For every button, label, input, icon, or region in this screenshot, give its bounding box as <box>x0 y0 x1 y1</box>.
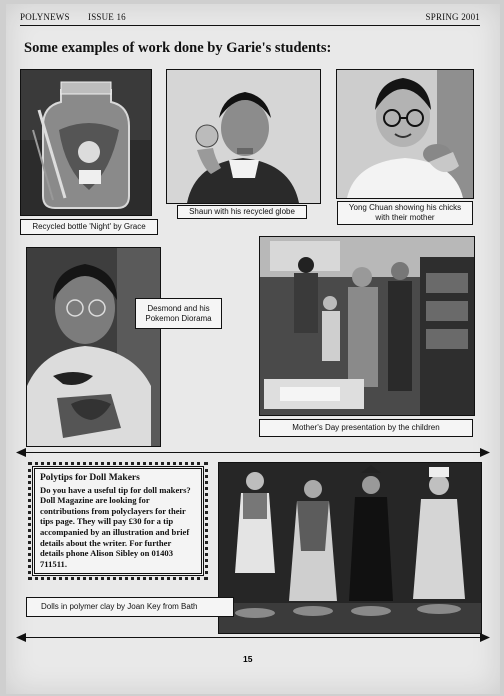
page-title: Some examples of work done by Garie's students: <box>24 40 332 56</box>
caption-yong-chuan: Yong Chuan showing his chicks with their mother <box>337 201 473 225</box>
caption-shaun: Shaun with his recycled globe <box>177 205 307 219</box>
arrow-left-icon <box>16 448 26 457</box>
caption-grace: Recycled bottle 'Night' by Grace <box>20 219 158 235</box>
caption-dolls: Dolls in polymer clay by Joan Key from Bath <box>26 597 234 617</box>
photo-yong-chuan <box>336 69 474 199</box>
photo-shaun <box>166 69 321 204</box>
polytips-body: Do you have a useful tip for doll makers? Doll Magazine are looking for contributions from polyclayers for their tips page. They will pay £30 for a tip accompanied by an illustration and brief details about the writer. For further details phone Alison Sibley on 01403 711511. <box>40 484 191 569</box>
photo-dolls <box>218 462 482 634</box>
caption-desmond: Desmond and his Pokemon Diorama <box>135 298 222 329</box>
header-season: SPRING 2001 <box>425 12 480 22</box>
polytips-title: Polytips for Doll Makers <box>40 473 140 483</box>
divider-arrow-bottom <box>22 637 482 638</box>
photo-desmond <box>26 247 161 447</box>
photo-recycled-bottle <box>20 69 152 216</box>
divider-arrow-top <box>22 452 482 453</box>
header-rule <box>20 25 480 26</box>
arrow-right-icon <box>480 633 490 642</box>
header-issue: ISSUE 16 <box>88 12 126 22</box>
caption-mothers-day: Mother's Day presentation by the children <box>259 419 473 437</box>
arrow-right-icon <box>480 448 490 457</box>
header-publication: POLYNEWS <box>20 12 70 22</box>
page-number: 15 <box>243 654 253 664</box>
magazine-page <box>6 4 500 694</box>
arrow-left-icon <box>16 633 26 642</box>
polytips-box <box>32 466 204 576</box>
photo-mothers-day <box>259 236 475 416</box>
